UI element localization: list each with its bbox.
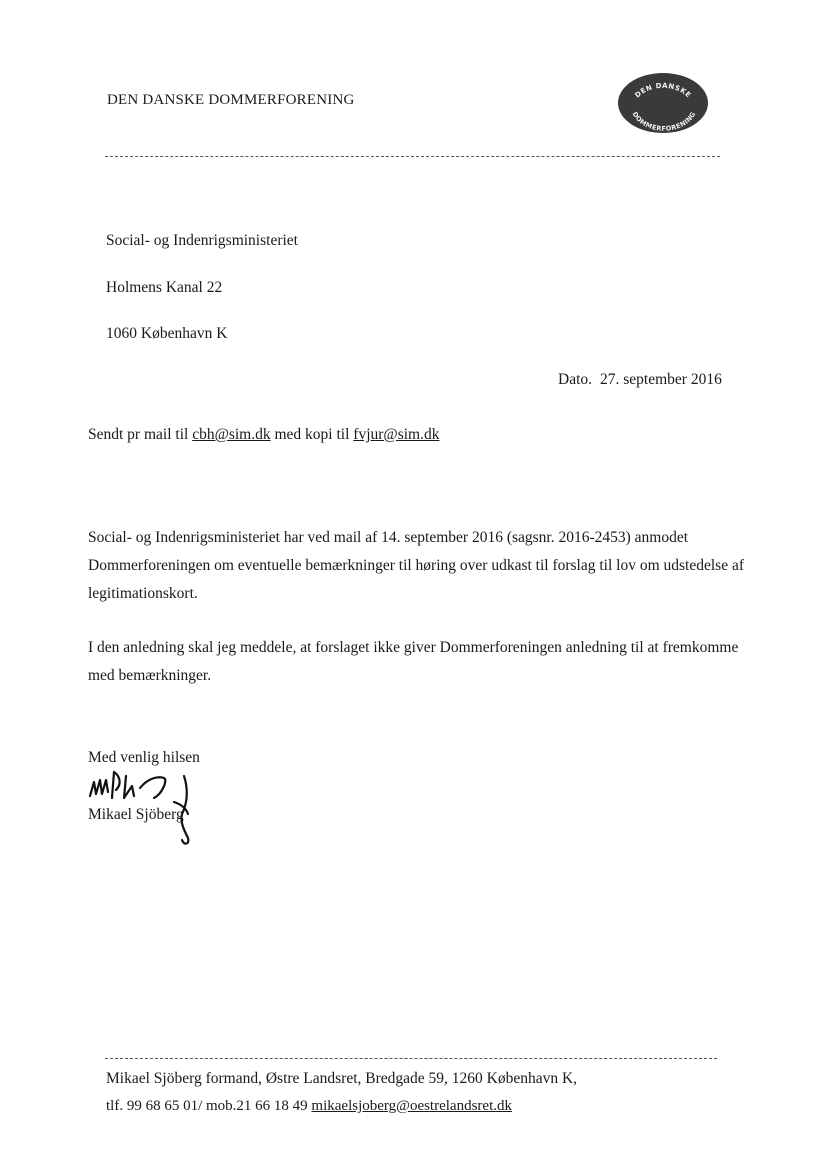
- organization-seal: [617, 72, 709, 134]
- body-paragraph-1: Social- og Indenrigsministeriet har ved mail af 14. september 2016 (sagsnr. 2016-2453) anmodet Dommerforeningen om eventuelle bemærkninger til høring over udkast til forslag til lov om udstedelse af legitimationskort.: [88, 529, 745, 602]
- footer-address: Mikael Sjöberg formand, Østre Landsret, Bredgade 59, 1260 København K,: [106, 1070, 578, 1087]
- email-link-cbh[interactable]: cbh@sim.dk: [192, 426, 271, 443]
- footer-divider: [105, 1058, 717, 1059]
- signer-name: Mikael Sjöberg: [88, 806, 184, 823]
- organization-name: DEN DANSKE DOMMERFORENING: [107, 92, 355, 108]
- body-paragraph-2: I den anledning skal jeg meddele, at forslaget ikke giver Dommerforeningen anledning til at fremkomme med bemærkninger.: [88, 639, 739, 684]
- email-link-fvjur[interactable]: fvjur@sim.dk: [353, 426, 440, 443]
- closing-greeting: Med venlig hilsen: [88, 749, 200, 766]
- seal-text-top: DEN DANSKE: [633, 81, 693, 100]
- recipient-name: Social- og Indenrigsministeriet: [106, 232, 298, 249]
- seal-text-bottom: DOMMERFORENING: [630, 110, 698, 133]
- footer-contact: [106, 1098, 512, 1115]
- sent-middle: med kopi til: [274, 426, 350, 443]
- recipient-street: Holmens Kanal 22: [106, 279, 223, 296]
- footer-phone: tlf. 99 68 65 01/ mob.21 66 18 49: [106, 1098, 308, 1114]
- sent-line: [88, 426, 439, 444]
- header-divider: [105, 156, 720, 157]
- date-value: 27. september 2016: [600, 371, 722, 388]
- footer-email-link[interactable]: mikaelsjoberg@oestrelandsret.dk: [311, 1098, 512, 1114]
- sent-prefix: Sendt pr mail til: [88, 426, 189, 443]
- letter-date: [558, 371, 722, 389]
- recipient-city: 1060 København K: [106, 325, 228, 342]
- date-label: Dato.: [558, 371, 593, 388]
